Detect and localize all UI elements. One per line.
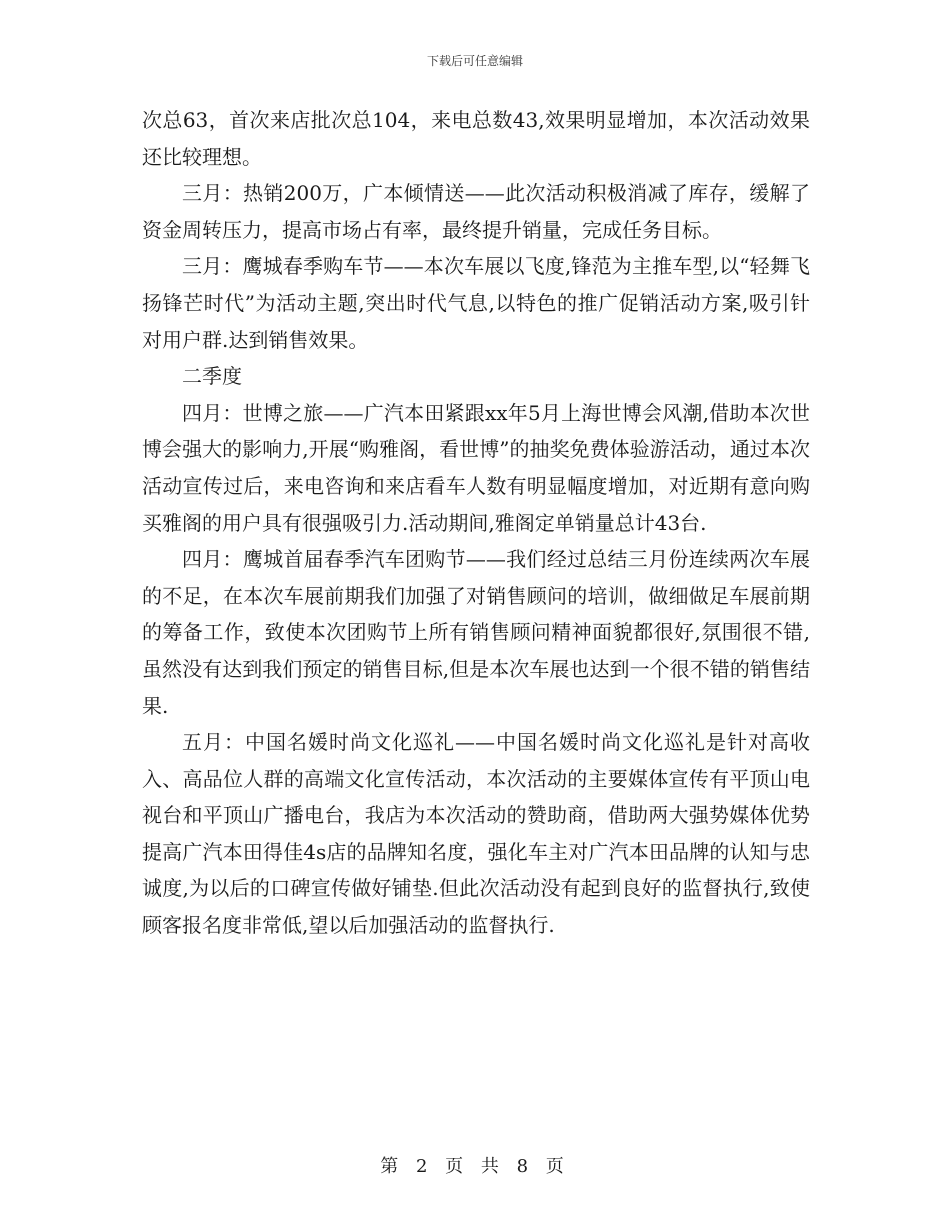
document-body: [142, 102, 810, 944]
section-heading-q2: 二季度: [182, 364, 242, 389]
paragraph-april-expo-trip: 四月：世博之旅——广汽本田紧跟xx年5月上海世博会风潮,借助本次世博会强大的影响力,开展“购雅阁，看世博”的抽奖免费体验游活动，通过本次活动宣传过后，来电咨询和来店看车人数有明显幅度增加，对近期有意向购买雅阁的用户具有很强吸引力.活动期间,雅阁定单销量总计43台.: [142, 400, 810, 535]
paragraph-continuation: 次总63，首次来店批次总104，来电总数43,效果明显增加，本次活动效果还比较理想。: [142, 108, 810, 169]
page-number: 第 2 页 共 8 页: [380, 1156, 570, 1177]
paragraph-may-culture-tour: 五月：中国名媛时尚文化巡礼——中国名媛时尚文化巡礼是针对高收入、高品位人群的高端文化宣传活动，本次活动的主要媒体宣传有平顶山电视台和平顶山广播电台，我店为本次活动的赞助商，借助两大强势媒体优势提高广汽本田得佳4s店的品牌知名度，强化车主对广汽本田品牌的认知与忠诚度,为以后的口碑宣传做好铺垫.但此次活动没有起到良好的监督执行,致使顾客报名度非常低,望以后加强活动的监督执行.: [142, 730, 810, 938]
paragraph-april-group-buy: 四月：鹰城首届春季汽车团购节——我们经过总结三月份连续两次车展的不足，在本次车展前期我们加强了对销售顾问的培训，做细做足车展前期的筹备工作，致使本次团购节上所有销售顾问精神面貌都很好,氛围很不错,虽然没有达到我们预定的销售目标,但是本次车展也达到一个很不错的销售结果.: [142, 547, 810, 718]
paragraph-march-sale: 三月：热销200万，广本倾情送——此次活动积极消减了库存，缓解了资金周转压力，提高市场占有率，最终提升销量，完成任务目标。: [142, 181, 810, 242]
page-header: 下载后可任意编辑: [426, 54, 523, 68]
paragraph-march-car-festival: 三月：鹰城春季购车节——本次车展以飞度,锋范为主推车型,以“轻舞飞扬锋芒时代”为活动主题,突出时代气息,以特色的推广促销活动方案,吸引针对用户群.达到销售效果。: [142, 254, 810, 352]
